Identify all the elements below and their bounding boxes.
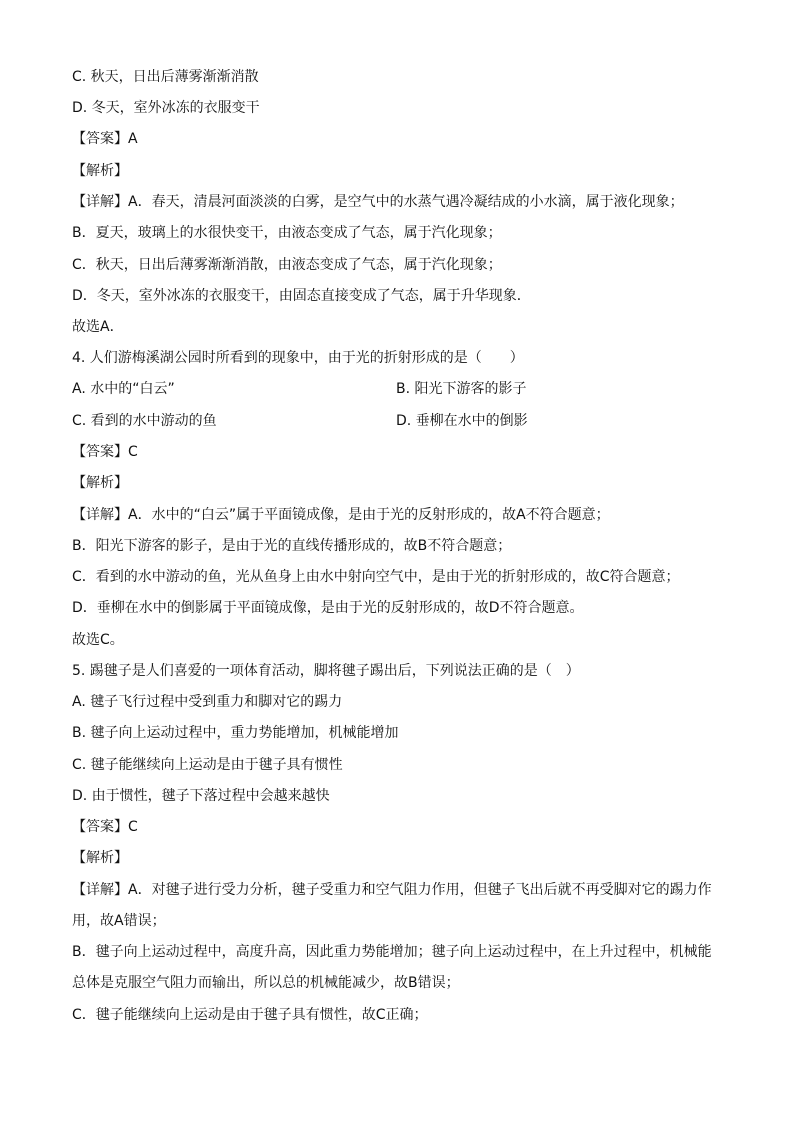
question-5: 5. 踢毽子是人们喜爱的一项体育活动，脚将毽子踢出后，下列说法正确的是（ ）: [72, 663, 580, 679]
option-c-q5: C. 毽子能继续向上运动是由于毽子具有惯性: [72, 757, 343, 773]
explanation-q4-d: D．垂柳在水中的倒影属于平面镜成像，是由于光的反射形成的，故D不符合题意。: [72, 600, 584, 616]
answer-q3: 【答案】A: [72, 131, 138, 147]
option-c-q4: C. 看到的水中游动的鱼: [72, 413, 217, 429]
analysis-heading-q5: 【解析】: [72, 850, 128, 866]
explanation-q3-b: B．夏天，玻璃上的水很快变干，由液态变成了气态，属于汽化现象；: [72, 225, 502, 241]
explanation-q5-b-line2: 总体是克服空气阻力而输出，所以总的机械能减少，故B错误；: [72, 975, 460, 991]
explanation-q4-a: 【详解】A．水中的“白云”属于平面镜成像，是由于光的反射形成的，故A不符合题意；: [72, 507, 610, 523]
analysis-heading-q3: 【解析】: [72, 163, 128, 179]
explanation-q3-d: D．冬天，室外冰冻的衣服变干，由固态直接变成了气态，属于升华现象．: [72, 288, 531, 304]
analysis-heading-q4: 【解析】: [72, 475, 128, 491]
option-d-q3: D. 冬天，室外冰冻的衣服变干: [72, 100, 260, 116]
option-c-q3: C. 秋天，日出后薄雾渐渐消散: [72, 69, 259, 85]
question-4: 4. 人们游梅溪湖公园时所看到的现象中，由于光的折射形成的是（ ）: [72, 350, 524, 366]
answer-q4: 【答案】C: [72, 444, 138, 460]
explanation-q3-a: 【详解】A．春天，清晨河面淡淡的白雾，是空气中的水蒸气遇冷凝结成的小水滴，属于液化现象；: [72, 194, 684, 210]
option-b-q5: B. 毽子向上运动过程中，重力势能增加，机械能增加: [72, 725, 399, 741]
explanation-q5-b-line1: B．毽子向上运动过程中，高度升高，因此重力势能增加；毽子向上运动过程中，在上升过程中，机械能: [72, 944, 712, 960]
explanation-q4-b: B．阳光下游客的影子，是由于光的直线传播形成的，故B不符合题意；: [72, 538, 512, 554]
explanation-q5-a-line1: 【详解】A．对毽子进行受力分析，毽子受重力和空气阻力作用，但毽子飞出后就不再受脚对它的踢力作: [72, 882, 712, 898]
explanation-q3-c: C．秋天，日出后薄雾渐渐消散，由液态变成了气态，属于汽化现象；: [72, 257, 502, 273]
explanation-q4-c: C．看到的水中游动的鱼，光从鱼身上由水中射向空气中，是由于光的折射形成的，故C符合题意；: [72, 569, 680, 585]
option-d-q5: D. 由于惯性，毽子下落过程中会越来越快: [72, 788, 330, 804]
explanation-q5-c: C．毽子能继续向上运动是由于毽子具有惯性，故C正确；: [72, 1007, 428, 1023]
option-a-q4: A. 水中的“白云”: [72, 381, 175, 397]
option-a-q5: A. 毽子飞行过程中受到重力和脚对它的踢力: [72, 694, 343, 710]
choice-q3: 故选A．: [72, 319, 124, 335]
option-b-q4: B. 阳光下游客的影子: [396, 381, 527, 397]
explanation-q5-a-line2: 用，故A错误；: [72, 913, 166, 929]
option-d-q4: D. 垂柳在水中的倒影: [396, 413, 528, 429]
answer-q5: 【答案】C: [72, 819, 138, 835]
choice-q4: 故选C。: [72, 632, 124, 648]
